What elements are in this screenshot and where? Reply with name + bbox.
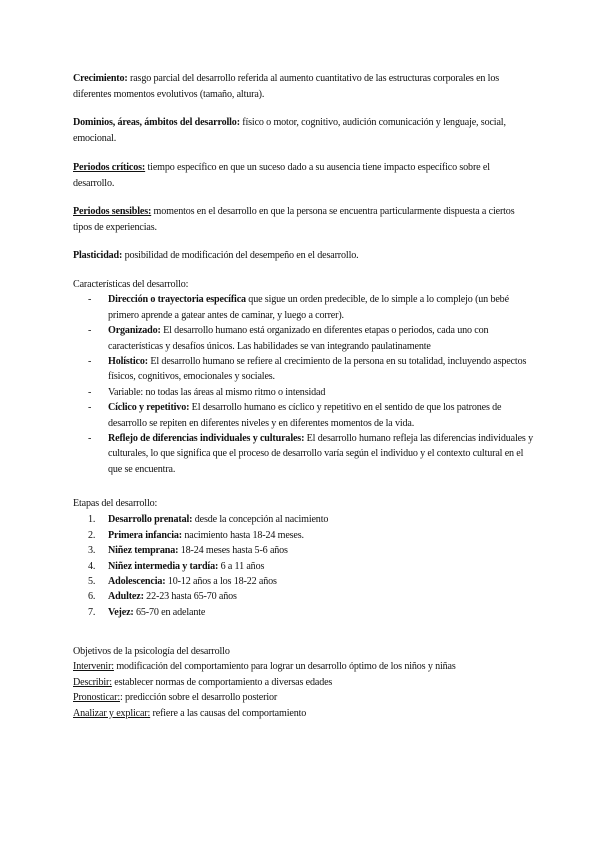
item-label: Primera infancia: [108, 529, 182, 541]
list-item [73, 574, 533, 589]
definition-label: Plasticidad: [73, 250, 123, 261]
list-item [73, 431, 533, 477]
list-item [73, 559, 533, 574]
definition-dominios [73, 115, 533, 147]
item-text: 10-12 años a los 18-22 años [165, 576, 277, 588]
bullet-marker: - [88, 433, 92, 445]
item-label: Analizar y explicar: [73, 707, 151, 719]
list-item [73, 528, 533, 543]
bullet-marker: - [88, 402, 92, 414]
stages-heading: Etapas del desarrollo: [73, 498, 158, 509]
list-item [73, 659, 533, 674]
definition-text: posibilidad de modificación del desempeño en el desarrollo. [122, 250, 359, 261]
list-number: 6. [88, 591, 96, 603]
list-number: 5. [88, 576, 96, 588]
item-text: refiere a las causas del comportamiento [150, 707, 307, 719]
item-text: El desarrollo humano refleja las diferencias individuales y culturales, lo que significa que el proceso de desarrollo varía según el individuo y el contexto cultural en el que se encuentra. [108, 433, 533, 475]
list-item [73, 589, 533, 604]
item-label: Niñez temprana: [108, 545, 179, 557]
list-item [73, 543, 533, 558]
bullet-marker: - [88, 325, 92, 337]
definition-label: Periodos críticos: [73, 162, 146, 173]
objectives-section [73, 644, 533, 721]
definition-crecimiento [73, 71, 533, 103]
list-item [73, 605, 533, 620]
item-text: 65-70 en adelante [133, 606, 206, 618]
definition-text: físico o motor, cognitivo, audición comunicación y lenguaje, social, emocional. [73, 117, 506, 144]
list-item [73, 292, 533, 323]
definition-label: Dominios, áreas, ámbitos del desarrollo: [73, 117, 240, 128]
item-text: El desarrollo humano es cíclico y repetitivo en el sentido de que los patrones de desarrollo se repiten en diferentes niveles y en diferentes momentos de la vida. [108, 402, 502, 429]
list-item [73, 690, 533, 705]
item-label: Dirección o trayectoria específica [108, 294, 246, 306]
item-label: Holístico: [108, 356, 148, 368]
item-label: Adultez: [108, 591, 144, 603]
item-label: Organizado: [108, 325, 161, 337]
list-number: 1. [88, 514, 96, 526]
list-item [73, 323, 533, 354]
item-text: Variable: no todas las áreas al mismo ritmo o intensidad [108, 386, 326, 398]
characteristics-heading: Características del desarrollo: [73, 279, 189, 290]
item-text: 22-23 hasta 65-70 años [143, 591, 237, 603]
item-label: Desarrollo prenatal: [108, 514, 193, 526]
definition-text: tiempo específico en que un suceso dado a su ausencia tiene impacto específico sobre el desarrollo. [73, 162, 490, 189]
definition-label: Crecimiento: [73, 73, 128, 84]
item-text: El desarrollo humano se refiere al crecimiento de la persona en su totalidad, incluyendo aspectos físicos, cognitivos, emocionales y sociales. [108, 356, 527, 383]
list-number: 2. [88, 529, 96, 541]
item-text: 6 a 11 años [218, 560, 265, 572]
list-item [73, 512, 533, 527]
list-item [73, 675, 533, 690]
item-text: : predicción sobre el desarrollo posterior [119, 692, 278, 704]
stages-section [73, 496, 533, 620]
item-text: 18-24 meses hasta 5-6 años [178, 545, 288, 557]
item-text: establecer normas de comportamiento a diversas edades [111, 676, 333, 688]
item-text: desde la concepción al nacimiento [192, 514, 329, 526]
characteristics-section [73, 277, 533, 477]
item-label: Adolescencia: [108, 576, 166, 588]
objectives-heading: Objetivos de la psicología del desarrollo [73, 646, 230, 657]
definition-periodos-sensibles [73, 204, 533, 236]
item-label: Intervenir: [73, 661, 114, 673]
list-number: 3. [88, 545, 96, 557]
item-label: Vejez: [108, 606, 134, 618]
item-text: nacimiento hasta 18-24 meses. [181, 529, 304, 541]
item-label: Pronosticar: [73, 692, 120, 704]
item-text: El desarrollo humano está organizado en diferentes etapas o periodos, cada uno con características y desafíos únicos. Las habilidades se van integrando paulatinamente [108, 325, 489, 352]
definition-text: rasgo parcial del desarrollo referida al aumento cuantitativo de las estructuras corporales en los diferentes momentos evolutivos (tamaño, altura). [73, 73, 500, 100]
item-label: Niñez intermedia y tardía: [108, 560, 219, 572]
definition-label: Periodos sensibles: [73, 206, 152, 217]
list-number: 7. [88, 606, 96, 618]
definition-periodos-criticos [73, 160, 533, 192]
item-text: que sigue un orden predecible, de lo simple a lo complejo (un bebé primero aprende a gatear antes de caminar, y luego a correr). [108, 294, 509, 321]
item-label: Reflejo de diferencias individuales y culturales: [108, 433, 305, 445]
list-number: 4. [88, 560, 96, 572]
bullet-marker: - [88, 294, 92, 306]
item-label: Cíclico y repetitivo: [108, 402, 190, 414]
definition-plasticidad [73, 248, 533, 264]
bullet-marker: - [88, 386, 92, 398]
list-item [73, 400, 533, 431]
list-item [73, 354, 533, 385]
list-item [73, 706, 533, 721]
bullet-marker: - [88, 356, 92, 368]
item-label: Describir: [73, 676, 112, 688]
item-text: modificación del comportamiento para lograr un desarrollo óptimo de los niños y niñas [113, 661, 456, 673]
definition-text: momentos en el desarrollo en que la persona se encuentra particularmente dispuesta a ciertos tipos de experiencias. [73, 206, 515, 233]
list-item [73, 385, 533, 400]
